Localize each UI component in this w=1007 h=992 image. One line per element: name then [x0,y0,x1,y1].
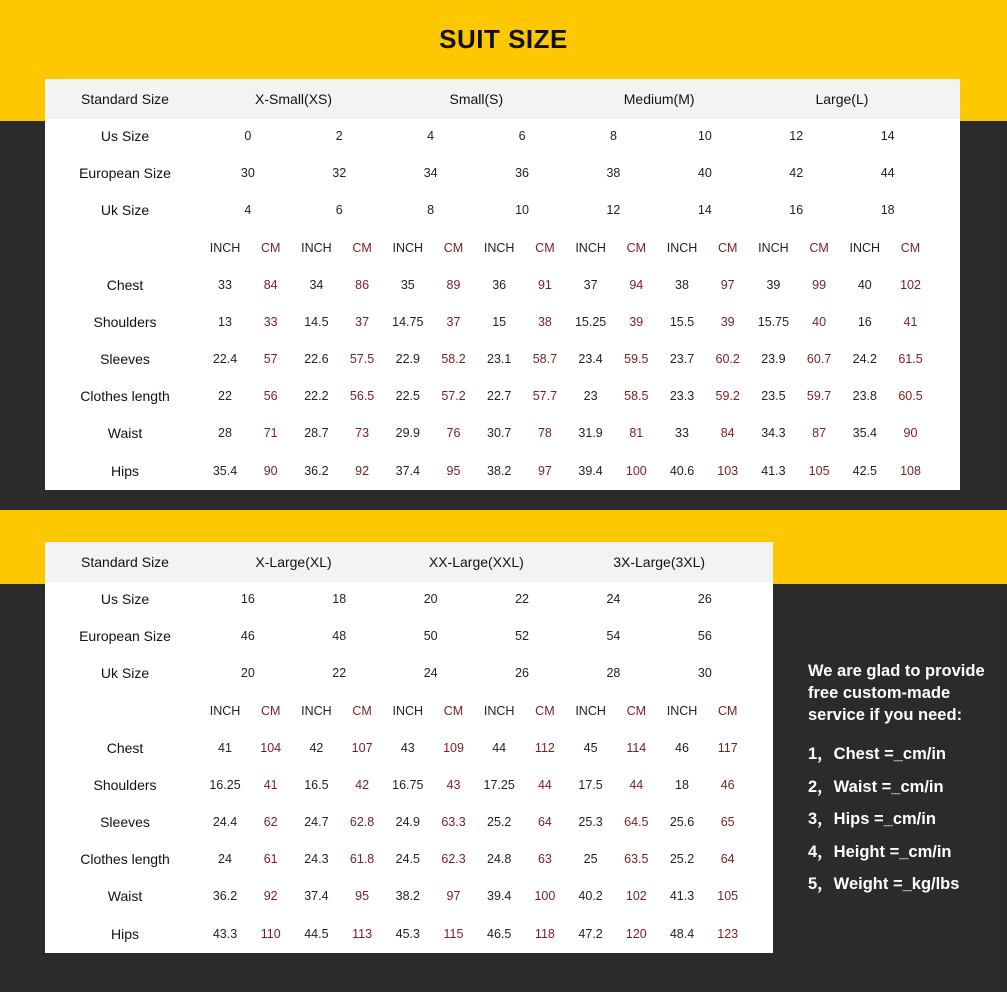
inch-value: 22 [218,389,232,403]
cm-value: 61 [263,852,278,866]
size-group-header: X-Large(XL) [255,554,332,570]
size-value: 34 [423,166,438,180]
cm-value: 44 [537,778,552,792]
inch-value: 23.9 [761,352,786,366]
row-label: Us Size [100,591,150,607]
inch-value: 23.3 [669,389,695,403]
cm-value: 64 [537,815,552,829]
cm-value: 58.2 [441,352,466,366]
inch-value: 23.7 [669,352,695,366]
size-group-header: 3X-Large(3XL) [613,554,706,570]
inch-value: 17.25 [483,778,515,792]
cm-value: 62 [263,815,278,829]
inch-value: 24.4 [212,815,238,829]
unit-cm: CM [352,241,372,255]
inch-value: 46 [675,741,689,755]
unit-inch: INCH [666,241,698,255]
cm-value: 41 [263,778,278,792]
unit-cm: CM [443,704,464,718]
unit-inch: INCH [392,241,424,255]
size-group-header: Small(S) [449,91,504,107]
inch-value: 22.5 [395,389,420,403]
row-label: Chest [106,277,144,293]
inch-value: 17.5 [578,778,603,792]
inch-value: 25.6 [669,815,695,829]
unit-cm: CM [626,241,647,255]
cm-value: 91 [537,278,552,292]
row-label: Shoulders [93,314,157,330]
size-value: 46 [240,629,255,643]
row-label: Chest [106,740,144,756]
cm-value: 64.5 [624,815,649,829]
cm-value: 84 [720,426,735,440]
inch-value: 14.75 [392,315,424,329]
inch-value: 48.4 [669,927,695,941]
cm-value: 97 [720,278,735,292]
inch-value: 33 [675,426,689,440]
header-label: Standard Size [81,554,169,570]
inch-value: 23.8 [852,389,877,403]
inch-value: 38 [675,278,689,292]
unit-inch: INCH [301,241,332,255]
unit-cm: CM [900,241,921,255]
size-group-header: Large(L) [815,91,869,107]
cm-value: 43 [446,778,461,792]
size-value: 18 [332,592,347,606]
inch-value: 23.1 [487,352,512,366]
inch-value: 38.2 [395,889,420,903]
size-value: 2 [335,129,343,143]
custom-item-height: 4，Height =_cm/in [808,842,952,861]
inch-value: 24.9 [395,815,420,829]
cm-value: 97 [537,464,552,478]
size-value: 14 [880,129,895,143]
cm-value: 102 [900,278,921,292]
cm-value: 63.5 [624,852,649,866]
inch-value: 33 [218,278,232,292]
row-label: Clothes length [80,851,170,867]
size-value: 20 [240,666,255,680]
unit-cm: CM [717,704,738,718]
cm-value: 39 [629,315,644,329]
size-value: 4 [427,129,435,143]
size-value: 22 [515,592,529,606]
unit-inch: INCH [209,241,241,255]
inch-value: 34.3 [761,426,786,440]
inch-value: 29.9 [395,426,420,440]
unit-inch: INCH [483,241,515,255]
size-value: 42 [789,166,804,180]
inch-value: 41.3 [761,464,786,478]
cm-value: 112 [534,741,555,755]
cm-value: 107 [351,741,373,755]
cm-value: 100 [625,464,647,478]
size-value: 6 [518,129,526,143]
cm-value: 100 [534,889,556,903]
inch-value: 16.25 [209,778,241,792]
cm-value: 81 [629,426,644,440]
cm-value: 62.3 [441,852,466,866]
size-group-header: XX-Large(XXL) [428,554,524,570]
cm-value: 95 [446,464,461,478]
size-value: 54 [606,629,621,643]
unit-cm: CM [352,704,372,718]
custom-service-box [808,660,1003,907]
inch-value: 22.7 [487,389,512,403]
cm-value: 61.5 [898,352,923,366]
cm-value: 103 [717,464,739,478]
inch-value: 13 [218,315,232,329]
size-value: 16 [240,592,255,606]
cm-value: 39 [720,315,735,329]
cm-value: 95 [355,889,370,903]
cm-value: 42 [355,778,370,792]
size-value: 6 [335,203,343,217]
size-value: 48 [332,629,347,643]
inch-value: 18 [675,778,689,792]
cm-value: 71 [263,426,278,440]
cm-value: 56.5 [349,389,375,403]
unit-inch: INCH [575,241,606,255]
inch-value: 28.7 [304,426,329,440]
inch-value: 45 [583,741,598,755]
cm-value: 37 [446,315,461,329]
cm-value: 113 [352,927,373,941]
cm-value: 108 [900,464,921,478]
unit-cm: CM [535,704,555,718]
inch-value: 22.4 [212,352,238,366]
row-label: Waist [107,425,143,441]
size-table-2 [45,542,773,953]
custom-item-weight: 5，Weight =_kg/lbs [808,875,960,893]
inch-value: 46.5 [487,927,512,941]
cm-value: 60.2 [715,352,740,366]
inch-value: 40 [857,278,872,292]
cm-value: 105 [717,889,739,903]
size-value: 24 [606,592,621,606]
inch-value: 16.75 [392,778,424,792]
inch-value: 15.25 [574,315,607,329]
size-value: 8 [427,203,435,217]
size-table-1 [45,79,960,490]
row-label: Uk Size [100,665,150,681]
unit-inch: INCH [301,704,332,718]
cm-value: 118 [534,927,555,941]
inch-value: 30.7 [487,426,512,440]
inch-value: 25.3 [578,815,603,829]
cm-value: 73 [355,426,370,440]
unit-inch: INCH [209,704,241,718]
cm-value: 92 [263,889,278,903]
size-value: 40 [697,166,712,180]
inch-value: 28 [218,426,232,440]
custom-item-hips: 3，Hips =_cm/in [808,810,936,828]
cm-value: 59.2 [715,389,740,403]
size-value: 30 [697,666,712,680]
row-label: European Size [79,628,171,644]
row-label: Clothes length [80,388,170,404]
row-label: Sleeves [100,814,150,830]
inch-value: 39 [766,278,781,292]
cm-value: 63.3 [441,815,466,829]
inch-value: 42.5 [852,464,877,478]
size-value: 12 [606,203,621,217]
row-label: Shoulders [93,777,157,793]
cm-value: 114 [626,741,647,755]
cm-value: 120 [625,927,647,941]
inch-value: 41 [218,741,232,755]
inch-value: 39.4 [487,889,512,903]
cm-value: 123 [717,927,739,941]
cm-value: 105 [808,464,830,478]
cm-value: 60.5 [898,389,923,403]
cm-value: 84 [263,278,278,292]
size-value: 26 [697,592,712,606]
unit-cm: CM [535,241,555,255]
row-label: Sleeves [100,351,150,367]
unit-cm: CM [443,241,464,255]
inch-value: 37.4 [395,464,420,478]
inch-value: 16 [857,315,872,329]
inch-value: 24.3 [304,852,329,866]
cm-value: 104 [260,741,282,755]
cm-value: 109 [443,741,464,755]
inch-value: 44.5 [304,927,329,941]
inch-value: 45.3 [395,927,420,941]
cm-value: 56 [263,389,278,403]
unit-inch: INCH [575,704,606,718]
inch-value: 47.2 [578,927,603,941]
cm-value: 115 [443,927,464,941]
cm-value: 97 [446,889,461,903]
size-value: 18 [880,203,895,217]
inch-value: 22.6 [304,352,329,366]
custom-item-chest: 1，Chest =_cm/in [808,745,947,763]
size-value: 30 [240,166,255,180]
cm-value: 89 [446,278,461,292]
inch-value: 43 [400,741,415,755]
inch-value: 24.7 [304,815,329,829]
inch-value: 41.3 [669,889,695,903]
row-label: Uk Size [100,202,150,218]
custom-item-waist: 2，Waist =_cm/in [808,777,944,796]
cm-value: 76 [446,426,461,440]
size-value: 36 [515,166,529,180]
size-value: 56 [697,629,712,643]
row-label: Hips [110,463,140,479]
cm-value: 92 [355,464,370,478]
inch-value: 25 [583,852,598,866]
size-value: 32 [332,166,347,180]
size-value: 4 [244,203,252,217]
size-value: 10 [697,129,712,143]
inch-value: 24.5 [395,852,420,866]
cm-value: 57.7 [532,389,558,403]
cm-value: 57.2 [441,389,466,403]
cm-value: 59.7 [806,389,832,403]
inch-value: 40.6 [669,464,695,478]
unit-inch: INCH [849,241,881,255]
cm-value: 38 [537,315,552,329]
row-label: European Size [79,165,171,181]
inch-value: 22.9 [395,352,420,366]
unit-inch: INCH [758,241,789,255]
inch-value: 38.2 [487,464,512,478]
size-value: 44 [880,166,895,180]
inch-value: 44 [492,741,507,755]
row-label: Waist [107,888,143,904]
unit-cm: CM [260,241,281,255]
inch-value: 36.2 [212,889,238,903]
size-value: 14 [697,203,712,217]
cm-value: 44 [629,778,644,792]
size-group-header: X-Small(XS) [255,91,333,107]
custom-service-list [808,744,1003,907]
inch-value: 23.5 [761,389,786,403]
cm-value: 41 [903,315,918,329]
inch-value: 15.5 [669,315,695,329]
cm-value: 46 [720,778,735,792]
size-value: 22 [332,666,347,680]
cm-value: 57.5 [349,352,375,366]
inch-value: 37.4 [304,889,329,903]
cm-value: 90 [903,426,918,440]
size-value: 12 [789,129,804,143]
size-value: 50 [423,629,438,643]
cm-value: 33 [263,315,278,329]
inch-value: 16.5 [304,778,329,792]
inch-value: 23 [583,389,598,403]
inch-value: 22.2 [304,389,329,403]
cm-value: 61.8 [349,852,375,866]
inch-value: 36 [492,278,507,292]
cm-value: 37 [355,315,370,329]
row-label: Us Size [100,128,150,144]
inch-value: 39.4 [578,464,603,478]
page-title: SUIT SIZE [439,24,568,54]
inch-value: 24.8 [487,852,512,866]
size-value: 0 [244,129,252,143]
inch-value: 35.4 [212,464,238,478]
cm-value: 117 [717,741,738,755]
inch-value: 15.75 [757,315,790,329]
unit-inch: INCH [392,704,424,718]
size-value: 20 [423,592,438,606]
cm-value: 57 [263,352,278,366]
size-value: 8 [609,129,617,143]
cm-value: 59.5 [624,352,649,366]
cm-value: 62.8 [349,815,375,829]
size-value: 24 [423,666,438,680]
cm-value: 63 [537,852,552,866]
unit-inch: INCH [666,704,698,718]
cm-value: 65 [720,815,735,829]
inch-value: 40.2 [578,889,603,903]
cm-value: 99 [812,278,827,292]
cm-value: 102 [625,889,647,903]
inch-value: 23.4 [578,352,603,366]
size-value: 26 [515,666,529,680]
inch-value: 34 [309,278,324,292]
inch-value: 25.2 [487,815,512,829]
size-value: 10 [515,203,529,217]
unit-cm: CM [626,704,647,718]
header-label: Standard Size [81,91,169,107]
cm-value: 58.7 [532,352,558,366]
inch-value: 35 [400,278,415,292]
cm-value: 86 [355,278,370,292]
size-group-header: Medium(M) [623,91,695,107]
unit-cm: CM [809,241,829,255]
cm-value: 87 [812,426,827,440]
size-value: 38 [606,166,621,180]
cm-value: 58.5 [624,389,649,403]
unit-cm: CM [717,241,738,255]
inch-value: 36.2 [304,464,329,478]
cm-value: 60.7 [806,352,832,366]
inch-value: 24 [218,852,232,866]
inch-value: 14.5 [304,315,329,329]
size-value: 28 [606,666,621,680]
unit-cm: CM [260,704,281,718]
inch-value: 42 [309,741,324,755]
cm-value: 64 [720,852,735,866]
row-label: Hips [110,926,140,942]
cm-value: 40 [812,315,827,329]
inch-value: 25.2 [669,852,695,866]
cm-value: 90 [263,464,278,478]
inch-value: 15 [492,315,507,329]
cm-value: 94 [629,278,644,292]
inch-value: 24.2 [852,352,877,366]
unit-inch: INCH [483,704,515,718]
inch-value: 43.3 [212,927,238,941]
cm-value: 78 [537,426,552,440]
custom-service-intro: We are glad to provide free custom-made service if you need: [808,662,985,724]
size-value: 16 [789,203,804,217]
inch-value: 35.4 [852,426,877,440]
cm-value: 110 [260,927,281,941]
inch-value: 37 [583,278,598,292]
size-value: 52 [515,629,529,643]
inch-value: 31.9 [578,426,603,440]
